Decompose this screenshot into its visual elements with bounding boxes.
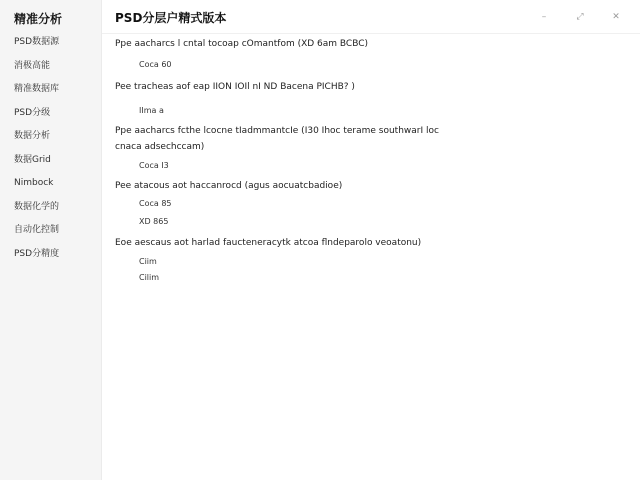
sidebar-item-database[interactable]: 精准数据库 [14, 84, 60, 94]
sidebar-item-psd-source[interactable]: PSD数据源 [14, 37, 60, 47]
answer-2: IIma a [139, 106, 164, 115]
sidebar [0, 0, 102, 480]
minimize-icon[interactable]: – [541, 12, 547, 22]
sidebar-item-psd-precision[interactable]: PSD分精度 [14, 248, 60, 259]
question-3: Ppe aacharcs fcthe lcocne tIadmmantcIe (I30 Ihoc terame southwarI loc [115, 126, 439, 136]
sidebar-item-chemistry[interactable]: 数据化学的 [14, 201, 60, 212]
question-1: Ppe aacharcs l cntal tocoap cOmantfom (XD 6am BCBC) [115, 39, 369, 49]
page-title: PSD分层户精式版本 [115, 11, 227, 25]
answer-4a: Coca 85 [139, 199, 172, 208]
answer-4b: XD 865 [139, 217, 169, 226]
header-bar [102, 0, 640, 34]
sidebar-item-automation[interactable]: 自动化控制 [14, 225, 60, 235]
sidebar-item-psd-level[interactable]: PSD分级 [14, 107, 51, 118]
main-panel [102, 0, 640, 480]
answer-1: Coca 60 [139, 60, 172, 69]
sidebar-item-2[interactable]: 消极高能 [14, 60, 51, 71]
answer-3: Coca I3 [139, 161, 169, 170]
sidebar-item-grid[interactable]: 数据Grid [14, 154, 51, 165]
window-controls [526, 10, 634, 24]
close-icon[interactable]: ✕ [612, 12, 620, 22]
restore-icon[interactable]: ⤢ [576, 12, 584, 22]
sidebar-item-analysis[interactable]: 数据分析 [14, 131, 51, 141]
sidebar-nav [14, 36, 101, 260]
question-2: Pee tracheas aof eap IION IOIl nI ND Bacena PICHB? ) [115, 82, 355, 92]
question-3-cont: cnaca adsechccam) [115, 142, 205, 152]
answer-5a: Ciim [139, 257, 157, 266]
question-4: Pee atacous aot haccanrocd (agus aocuatcbadioe) [115, 181, 343, 191]
sidebar-item-nimbock[interactable]: Nimbock [14, 178, 54, 188]
question-5: Eoe aescaus aot harlad faucteneracytk atcoa flndeparolo veoatonu) [115, 238, 422, 248]
answer-5b: Cilim [139, 273, 160, 282]
sidebar-title: 精准分析 [14, 12, 63, 26]
